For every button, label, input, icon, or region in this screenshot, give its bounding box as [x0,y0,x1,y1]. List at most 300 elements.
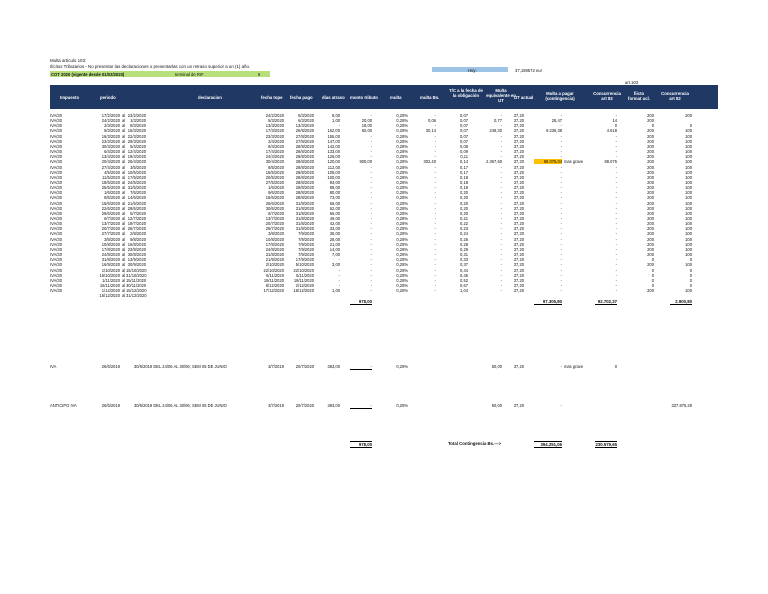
cell-p1: 16/10/2020 [99,272,120,278]
cell-dias: 383,00 [327,364,340,369]
cell-sep: al [122,216,126,221]
cell-bs: - [434,216,436,221]
cell-monto: - [370,221,372,227]
cell-uta: 37,20 [513,149,524,155]
cell-uta: 37,20 [513,226,524,232]
cell-pagar: 28,47 [551,118,562,124]
cell-c2: 100 [685,195,692,201]
cell-monto: - [370,241,372,247]
cell-ut: 0,77 [494,118,502,124]
cell-sep: al [122,185,126,191]
cell-c1: - [615,200,617,206]
cell-pagar: - [560,226,562,232]
cell-tope: 29/7/2020 [265,226,284,232]
cell-pagar: - [560,231,562,237]
cell-pagar: - [560,195,562,201]
cell-ut: - [500,164,502,170]
cell-tc: 0,45 [460,272,468,278]
cell-p2: 3/5/2020 [130,164,146,170]
cell-tope: 26/6/2020 [265,200,284,206]
cell-pago: 7/9/2020 [298,236,314,242]
cell-sep: al [122,231,126,237]
terminal-label: terminal de RIF [175,71,204,77]
cell-monto: 900,00 [359,159,372,165]
cell-dias: 155,00 [327,133,340,139]
cell-monto: - [370,185,372,191]
cell-tope: 15/5/2020 [265,169,284,175]
cell-tope: 22/10/2020 [263,267,284,273]
cell-bs: - [434,231,436,237]
total-contingencia-label: Total Contingencia Bs.---> [448,441,502,446]
cell-ut: - [500,257,502,263]
cell-p1: 16/3/2020 [101,133,120,139]
cell-ut: - [500,133,502,139]
cell-p1: 6/7/2020 [104,216,120,221]
cell-bs: - [434,262,436,268]
cell-bs: - [434,236,436,242]
cell-tope: 1/6/2020 [268,185,284,191]
cell-c2: 100 [685,185,692,191]
col-multa-pagar: Multa a pagar (contingencia) [545,91,575,101]
cell-tope: 6/11/2020 [266,272,284,278]
cell-pagar: - [560,154,562,160]
cell-p1: 1/11/2020 [102,277,120,283]
cell-bs: - [434,190,436,196]
cell-monto: - [370,190,372,196]
cell-tope: 17/8/2020 [265,241,284,247]
cell-c1: 88.075 [604,159,617,165]
cell-sep: al [122,195,126,201]
cell-c1: 230.579,65 [595,442,617,447]
cell-ut: - [500,138,502,144]
cell-pagar: 394.251,06 [534,441,562,448]
cell-p2: 31/10/2020 [126,272,147,278]
cell-tc: 0,23 [460,226,468,232]
cell-pagar: - [560,138,562,144]
cell-bs: - [434,185,436,191]
cell-c1: - [615,288,617,294]
cell-uta: 37,20 [513,403,524,408]
cell-dias: - [338,272,340,278]
cell-c1: - [615,246,617,252]
cell-tc: 0,08 [460,143,468,149]
cell-tc: 0,19 [460,185,468,191]
cell-tope: 2/4/2020 [268,138,284,144]
cell-p2: 22/3/2020 [127,133,146,139]
cell-pagar: - [560,123,562,129]
cell-bs: - [434,143,436,149]
cell-c2: 100 [685,149,692,155]
cell-pago: 7/9/2020 [298,252,314,258]
cell-dias: 112,00 [327,164,340,170]
cell-tc: 0,11 [460,154,468,160]
cell-tc: 0,14 [460,159,468,165]
cell-p1: 27/4/2020 [101,164,120,170]
cell-p2: 15/12/2020 [126,288,147,294]
cell-p1: 16/12/2020 [99,293,120,299]
cell-c2: 100 [685,236,692,242]
cell-c1: 92.702,37 [595,299,617,305]
cell-pago: 5/11/2020 [296,272,314,278]
cell-f: 200 [647,143,654,149]
cell-p2: 5/4/2020 [130,143,146,149]
cell-p1: 1/12/2020 [101,288,120,294]
cell-uta: 37,20 [513,210,524,216]
cell-f: 200 [647,113,654,118]
note-line-2: Ilícitos Tributarios - No presentar las declaraciones o presentarlas con un retraso superior a un (1) año. [50,64,251,69]
cell-monto: - [370,216,372,221]
cell-p1: 18/5/2020 [101,179,120,185]
cell-ut: 50,00 [491,403,502,408]
cell-monto: - [370,200,372,206]
cell-multa: 0,28% [396,364,408,369]
totals-row [50,299,718,304]
cell-multa: 0,28% [396,138,408,144]
cell-tc: 0,20 [460,200,468,206]
cell-ut: - [500,262,502,268]
cell-bs: - [434,123,436,129]
cell-uta: 37,20 [513,221,524,227]
cell-uta: 37,20 [513,257,524,263]
cell-pago: 28/8/2020 [295,154,314,160]
cell-c2: 100 [685,159,692,165]
cell-monto: - [370,246,372,252]
cell-p1: 3/8/2020 [104,236,120,242]
cell-tope: 17/3/2020 [265,128,284,134]
cell-f: 200 [647,164,654,170]
cell-multa: 0,28% [396,174,408,180]
cell-monto: - [370,154,372,160]
cell-pago: 26/8/2020 [295,128,314,134]
cell-uta: 37,20 [513,252,524,258]
cell-p1: 13/7/2020 [101,221,120,227]
col-ficto: fiicto format ucl. [628,91,650,101]
cell-c1: - [615,267,617,273]
cell-c1: - [615,221,617,227]
cell-monto: - [370,252,372,258]
cell-ut: - [500,143,502,149]
cell-uta: 37,20 [513,282,524,288]
cell-p2: 30/8/2020 [127,252,146,258]
cell-bs: - [434,226,436,232]
grand-total-row [50,441,718,446]
cell-p1: 24/2/2020 [101,118,120,124]
col-tc: T/C a la fecha de la obligación [449,88,483,98]
cell-monto: - [370,174,372,180]
cell-p2: 26/7/2020 [127,226,146,232]
cell-uta: 37,20 [513,241,524,247]
cell-p2: 16/8/2020 [127,241,146,247]
cell-ut: - [500,246,502,252]
cell-tc: 0,17 [460,164,468,170]
cell-p1: 8/6/2020 [104,195,120,201]
cell-p2: 29/3/2020 [127,138,146,144]
cell-ut: - [500,123,502,129]
cell-bs: - [434,154,436,160]
cell-pago: 5/3/2020 [298,113,314,118]
cell-monto: 60,00 [361,128,372,134]
cell-bs: - [434,246,436,252]
cell-f: 200 [647,185,654,191]
cell-pago: 28/8/2020 [295,185,314,191]
cell-c2: 0 [689,257,692,263]
cell-tc: 0,37 [460,262,468,268]
cell-c2: 0 [689,277,692,283]
cell-c2: 100 [685,226,692,232]
cell-imp: IVA/30 [50,236,62,242]
table-row [50,293,718,298]
cell-ut: 50,00 [491,364,502,369]
cell-c1: - [615,174,617,180]
terminal-value: 6 [258,71,261,77]
cell-f: 0 [651,277,654,283]
cell-imp: IVA/30 [50,169,62,175]
cell-c1: - [615,257,617,263]
cell-p2: 19/4/2020 [127,154,146,160]
cell-f: 200 [647,195,654,201]
cell-monto: - [370,282,372,288]
cell-imp: IVA/30 [50,267,62,273]
cell-f: 200 [647,138,654,144]
cell-dias: - [338,277,340,283]
cell-bs: - [434,205,436,211]
cell-sep: al [122,149,126,155]
cell-tope: 5/3/2020 [268,118,284,124]
cell-p1: 16/9/2020 [101,262,120,268]
col-multa-ut: Multa equivalente en UT [486,88,516,103]
cell-pagar: - [560,190,562,196]
cell-p1: 30/3/2020 [101,143,120,149]
cell-uta: 37,20 [513,190,524,196]
cell-tope: 27/5/2020 [265,179,284,185]
cell-bs: - [434,252,436,258]
cell-bs: - [434,277,436,283]
cell-uta: 37,20 [513,128,524,134]
col-ut-actual: UT actual [514,95,534,100]
cell-dias: 73,00 [329,195,340,201]
cell-p2: 19/7/2020 [127,221,146,227]
cell-imp: IVA/30 [50,190,62,196]
cell-pago: 7/9/2020 [298,231,314,237]
cell-sep: al [122,190,126,196]
cell-ut: - [500,174,502,180]
cell-dias: - [338,123,340,129]
col-multa-bs: multa Bs. [420,95,440,100]
cell-dias: 14,00 [329,246,340,252]
cell-sep: al [122,159,126,165]
cell-bs: - [434,138,436,144]
cell-c2: 200 [685,113,692,118]
cell-ut: 2.367,60 [486,159,502,165]
cell-sep: al [122,210,126,216]
cell-pago: 28/8/2020 [295,159,314,165]
cell-sep: al [122,138,126,144]
cell-pago: 31/8/2020 [295,216,314,221]
cell-pago: 7/9/2020 [298,241,314,247]
cell-monto: - [370,231,372,237]
cell-sep: al [122,282,126,288]
cell-imp: IVA/30 [50,262,62,268]
cell-ut: - [500,236,502,242]
cell-uta: 37,20 [513,272,524,278]
cell-imp: ANTICIPO IVA [50,403,77,408]
cell-sep: al [122,288,126,294]
cell-pagar: - [560,364,562,369]
cell-dias: 383,00 [327,403,340,408]
cell-f: 200 [647,241,654,247]
cell-ut: - [500,288,502,294]
cell-f: 200 [647,246,654,252]
cell-ut: - [500,241,502,247]
cell-p1: 20/7/2020 [101,226,120,232]
cell-pagar: - [560,143,562,149]
cell-sep: al [122,143,126,149]
cell-multa: 0,28% [396,252,408,258]
cell-multa: 0,28% [396,143,408,149]
cell-f: 200 [647,179,654,185]
cell-ut: - [500,282,502,288]
cell-dias: 88,00 [329,185,340,191]
cell-c2: 0 [689,282,692,288]
cell-bs: 302,40 [423,159,436,165]
cell-ut: - [500,216,502,221]
cell-p1: 31/8/2020 [101,257,120,263]
cell-tope: 3/7/2019 [268,403,284,408]
col-impuesto: Impuesto [60,95,80,100]
cell-monto: - [370,288,372,294]
cell-c2: 0 [689,272,692,278]
cell-imp: IVA/30 [50,149,62,155]
cell-tc: 0,24 [460,231,468,237]
cell-pagar: 88.075,04 [534,159,562,164]
cell-imp: IVA [50,364,57,369]
cell-p1: 24/8/2020 [101,252,120,258]
cell-p2: 15/11/2020 [126,277,147,283]
cell-pagar: - [560,257,562,263]
cell-bs: - [434,257,436,263]
cell-multa: 0,28% [396,272,408,278]
cell-p1: 29/6/2020 [101,210,120,216]
cell-imp: IVA/30 [50,118,62,124]
cell-sep: al [122,164,126,170]
cell-pagar: - [560,241,562,247]
cell-tope: 17/4/2020 [265,149,284,155]
cell-tope: 21/9/2020 [265,257,284,263]
cell-monto: - [370,179,372,185]
cell-pagar: - [560,403,562,408]
cell-pago: 31/8/2020 [295,221,314,227]
cell-multa: 0,28% [396,169,408,175]
col-concurrencia-1: Concurrencia art 82 [593,91,621,101]
cell-uta: 37,20 [513,118,524,124]
cell-multa: 0,28% [396,128,408,134]
cell-multa: 0,28% [396,226,408,232]
cell-f: 200 [647,169,654,175]
cell-monto: - [370,169,372,175]
cell-dias: 126,00 [327,154,340,160]
cell-uta: 37,20 [513,231,524,237]
cell-ut: - [500,221,502,227]
cell-tope: 3/7/2019 [268,364,284,369]
cell-monto: - [370,262,372,268]
cell-f: 200 [647,159,654,165]
cell-pagar: - [560,210,562,216]
cell-imp: IVA/30 [50,133,62,139]
cell-multa: 0,28% [396,288,408,294]
cell-tc: 0,07 [460,118,468,124]
cell-dias: 105,00 [327,169,340,175]
cell-bs: - [434,200,436,206]
cell-tope: 13/7/2020 [265,216,284,221]
cell-monto: - [370,164,372,170]
cell-uta: 37,20 [513,236,524,242]
cell-uta: 37,20 [513,133,524,139]
cell-multa: 0,28% [396,236,408,242]
cell-p2: 31/5/2020 [127,185,146,191]
cell-imp: IVA/30 [50,138,62,144]
cell-tc: 0,44 [460,267,468,273]
cell-c1: - [615,179,617,185]
cell-p1: 10/8/2020 [101,241,120,247]
cell-pago: 31/8/2020 [295,200,314,206]
cell-dias: 62,00 [329,205,340,211]
cell-imp: IVA/30 [50,143,62,149]
cell-c1: - [615,226,617,232]
cell-tc: 0,20 [460,190,468,196]
cell-tc: 0,21 [460,216,468,221]
cell-pagar: - [560,288,562,294]
cell-multa: 0,28% [396,267,408,273]
cell-bs: - [434,179,436,185]
cell-p2: 26/4/2020 [127,159,146,165]
cell-uta: 37,20 [513,277,524,283]
cell-c2: 100 [685,205,692,211]
cell-bs: - [434,133,436,139]
cell-pagar: - [560,277,562,283]
cell-c1: - [615,216,617,221]
cell-uta: 37,20 [513,143,524,149]
cell-sep: al [122,205,126,211]
cell-dias: 28,00 [329,236,340,242]
cell-sep: al [122,221,126,227]
col-fecha-pago: fecha pago [290,95,313,100]
cell-dias: 133,00 [327,149,340,155]
cell-tc: 0,09 [460,149,468,155]
cell-ut: - [500,252,502,258]
cell-p2: 7/6/2020 [130,190,146,196]
cell-tope: 19/11/2020 [263,277,284,283]
cell-monto: 18,00 [361,123,372,129]
cell-dias: 7,00 [332,252,340,258]
cell-c1: 4.618 [606,128,617,134]
cell-f: 0 [651,267,654,273]
cell-tope: 13/3/2020 [265,123,284,129]
cell-c2: 100 [685,216,692,221]
cell-ut: 248,30 [489,128,502,134]
cell-bs: - [434,272,436,278]
cell-tc: 0,22 [460,221,468,227]
cell-ut: - [500,154,502,160]
cell-p1: 2/3/2020 [104,123,120,129]
col-multa: multa [390,95,402,100]
cell-c1: - [615,262,617,268]
cell-f: 200 [647,210,654,216]
cell-multa: 0,28% [396,149,408,155]
cell-pagar: - [560,221,562,227]
cell-imp: IVA/30 [50,221,62,227]
cell-sep: al [122,267,126,273]
cell-multa: 0,28% [396,210,408,216]
